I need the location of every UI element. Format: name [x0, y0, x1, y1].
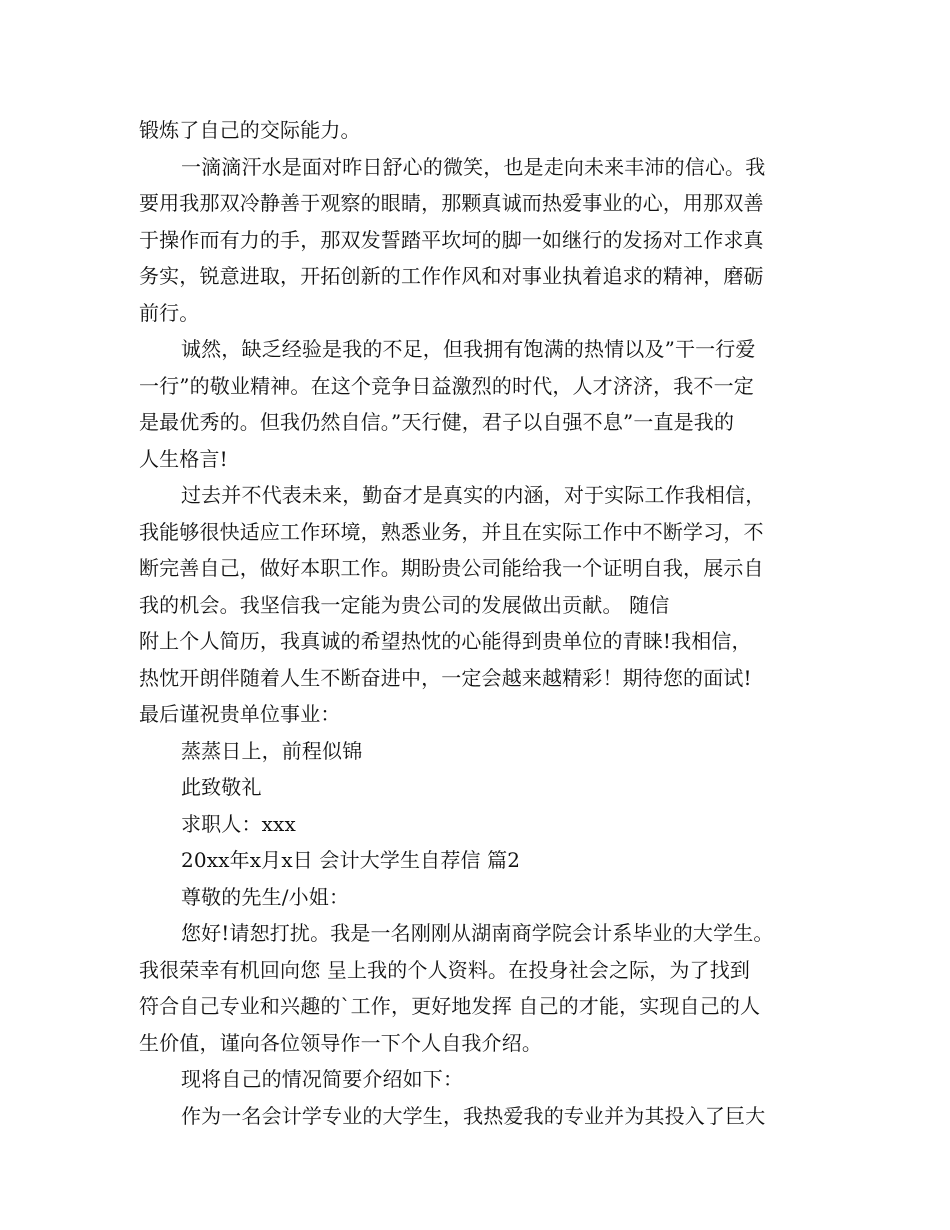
text-line: 蒸蒸日上，前程似锦 [181, 739, 363, 763]
text-line: 务实，锐意进取，开拓创新的工作作风和对事业执着追求的精神，磨砺 [139, 264, 764, 288]
text-line: 热忱开朗伴随着人生不断奋进中，一定会越来越精彩！期待您的面试! [139, 666, 752, 690]
text-line: 前行。 [139, 301, 200, 325]
text-line: 求职人：xxx [181, 812, 296, 836]
text-line: 现将自己的情况简要介绍如下： [181, 1067, 464, 1091]
text-line: 20xx年x月x日 会计大学生自荐信 篇2 [181, 848, 521, 872]
text-line: 是最优秀的。但我仍然自信。”天行健，君子以自强不息”一直是我的 [139, 410, 735, 434]
text-line: 于操作而有力的手，那双发誓踏平坎坷的脚一如继行的发扬对工作求真 [139, 228, 764, 252]
text-line: 我很荣幸有机回向您 呈上我的个人资料。在投身社会之际，为了找到 [139, 958, 751, 982]
text-line: 最后谨祝贵单位事业： [139, 702, 341, 726]
text-line: 符合自己专业和兴趣的`工作，更好地发挥 自己的才能，实现自己的人 [139, 994, 761, 1018]
text-line: 生价值，谨向各位领导作一下个人自我介绍。 [139, 1031, 542, 1055]
text-line: 过去并不代表未来，勤奋才是真实的内涵，对于实际工作我相信， [181, 483, 766, 507]
text-line: 附上个人简历，我真诚的希望热忱的心能得到贵单位的青睐!我相信， [139, 629, 752, 653]
text-line: 人生格言! [139, 447, 228, 471]
text-line: 诚然，缺乏经验是我的不足，但我拥有饱满的热情以及”干一行爱 [181, 337, 756, 361]
text-line: 作为一名会计学专业的大学生，我热爱我的专业并为其投入了巨大 [181, 1104, 766, 1128]
text-line: 您好!请恕打扰。我是一名刚刚从湖南商学院会计系毕业的大学生。 [181, 921, 774, 945]
text-line: 此致敬礼 [181, 775, 262, 799]
text-line: 一滴滴汗水是面对昨日舒心的微笑，也是走向未来丰沛的信心。我 [181, 155, 766, 179]
text-line: 断完善自己，做好本职工作。期盼贵公司能给我一个证明自我，展示自 [139, 556, 764, 580]
text-line: 我能够很快适应工作环境，熟悉业务，并且在实际工作中不断学习，不 [139, 520, 764, 544]
text-line: 锻炼了自己的交际能力。 [139, 118, 361, 142]
text-line: 一行”的敬业精神。在这个竞争日益激烈的时代，人才济济，我不一定 [139, 374, 754, 398]
text-line: 我的机会。我坚信我一定能为贵公司的发展做出贡献。 随信 [139, 593, 670, 617]
text-line: 要用我那双冷静善于观察的眼睛，那颗真诚而热爱事业的心，用那双善 [139, 191, 764, 215]
text-line: 尊敬的先生/小姐： [181, 885, 350, 909]
